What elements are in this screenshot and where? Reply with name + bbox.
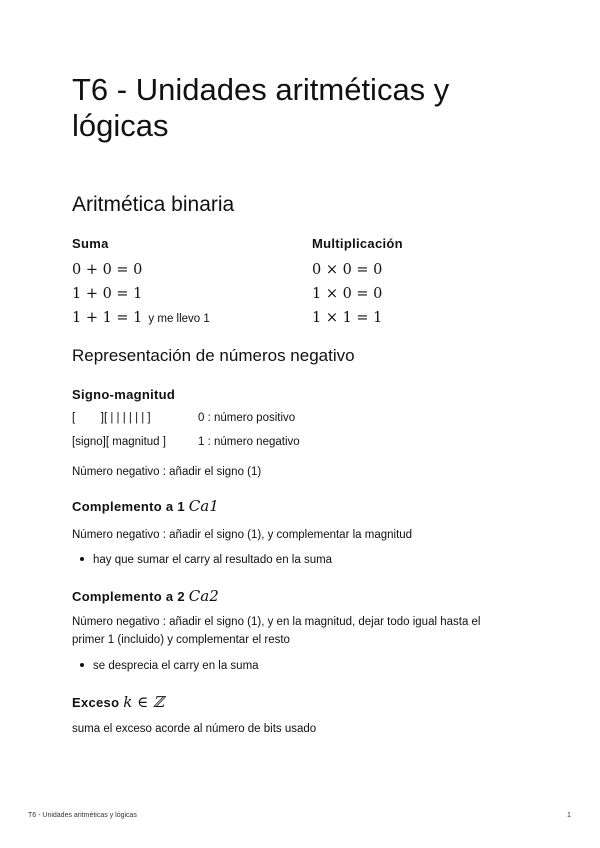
suma-row: 0 + 0 = 0 [72,262,143,278]
suma-carry-note: y me llevo 1 [148,313,210,325]
suma-row: 1 + 0 = 1 [72,286,143,302]
ca1-bullet-text: hay que sumar el carry al resultado en la suma [93,554,333,566]
suma-row-math: 1 + 1 = 1 [72,310,143,326]
signo-magnitud-heading: Signo-magnitud [72,387,176,402]
ca1-heading [72,497,219,516]
ca2-math: Ca2 [188,587,219,605]
bullet-icon [80,663,84,667]
footer-page-number: 1 [567,812,571,819]
signo-magnitud-text: Número negativo : añadir el signo (1) [72,466,262,478]
ca2-text-line1: Número negativo : añadir el signo (1), y en la magnitud, dejar todo igual hasta el [72,616,481,628]
signo-magnitud-row [72,410,296,426]
signo-magnitud-row [72,434,300,450]
exceso-heading [72,693,164,712]
ca1-text: Número negativo : añadir el signo (1), y complementar la magnitud [72,529,413,541]
section-heading-binary: Aritmética binaria [72,193,235,216]
exceso-text: suma el exceso acorde al número de bits usado [72,723,317,735]
page-title: T6 - Unidades aritméticas y lógicas [72,72,450,143]
ca2-heading [72,587,219,606]
multiplicacion-column [312,236,512,330]
ca1-heading-text: Complemento a 1 [72,499,185,514]
multiplicacion-row: 1 × 0 = 0 [312,286,383,302]
ca2-heading-text: Complemento a 2 [72,589,185,604]
footer-title: T6 - Unidades aritméticas y lógicas [28,812,137,819]
multiplicacion-row: 1 × 1 = 1 [312,310,383,326]
suma-row [72,306,272,330]
ca2-text-line2: primer 1 (incluido) y complementar el resto [72,634,290,646]
signo-negativo-label: 1 : número negativo [198,436,300,448]
signo-magnitud-bits: [ ][ | | | | | | ] [72,412,151,424]
bullet-icon [80,557,84,561]
list-item [80,551,332,569]
section-heading-negative: Representación de números negativo [72,346,355,365]
signo-positivo-label: 0 : número positivo [198,412,296,424]
multiplicacion-row: 0 × 0 = 0 [312,262,383,278]
ca2-bullet-text: se desprecia el carry en la suma [93,660,259,672]
multiplicacion-title: Multiplicación [312,236,403,251]
suma-title: Suma [72,236,109,251]
list-item [80,657,259,675]
suma-column [72,236,272,330]
exceso-heading-text: Exceso [72,695,120,710]
ca1-math: Ca1 [188,497,219,515]
signo-magnitud-fields: [signo][ magnitud ] [72,436,166,448]
exceso-math: k ∈ ℤ [123,693,164,711]
